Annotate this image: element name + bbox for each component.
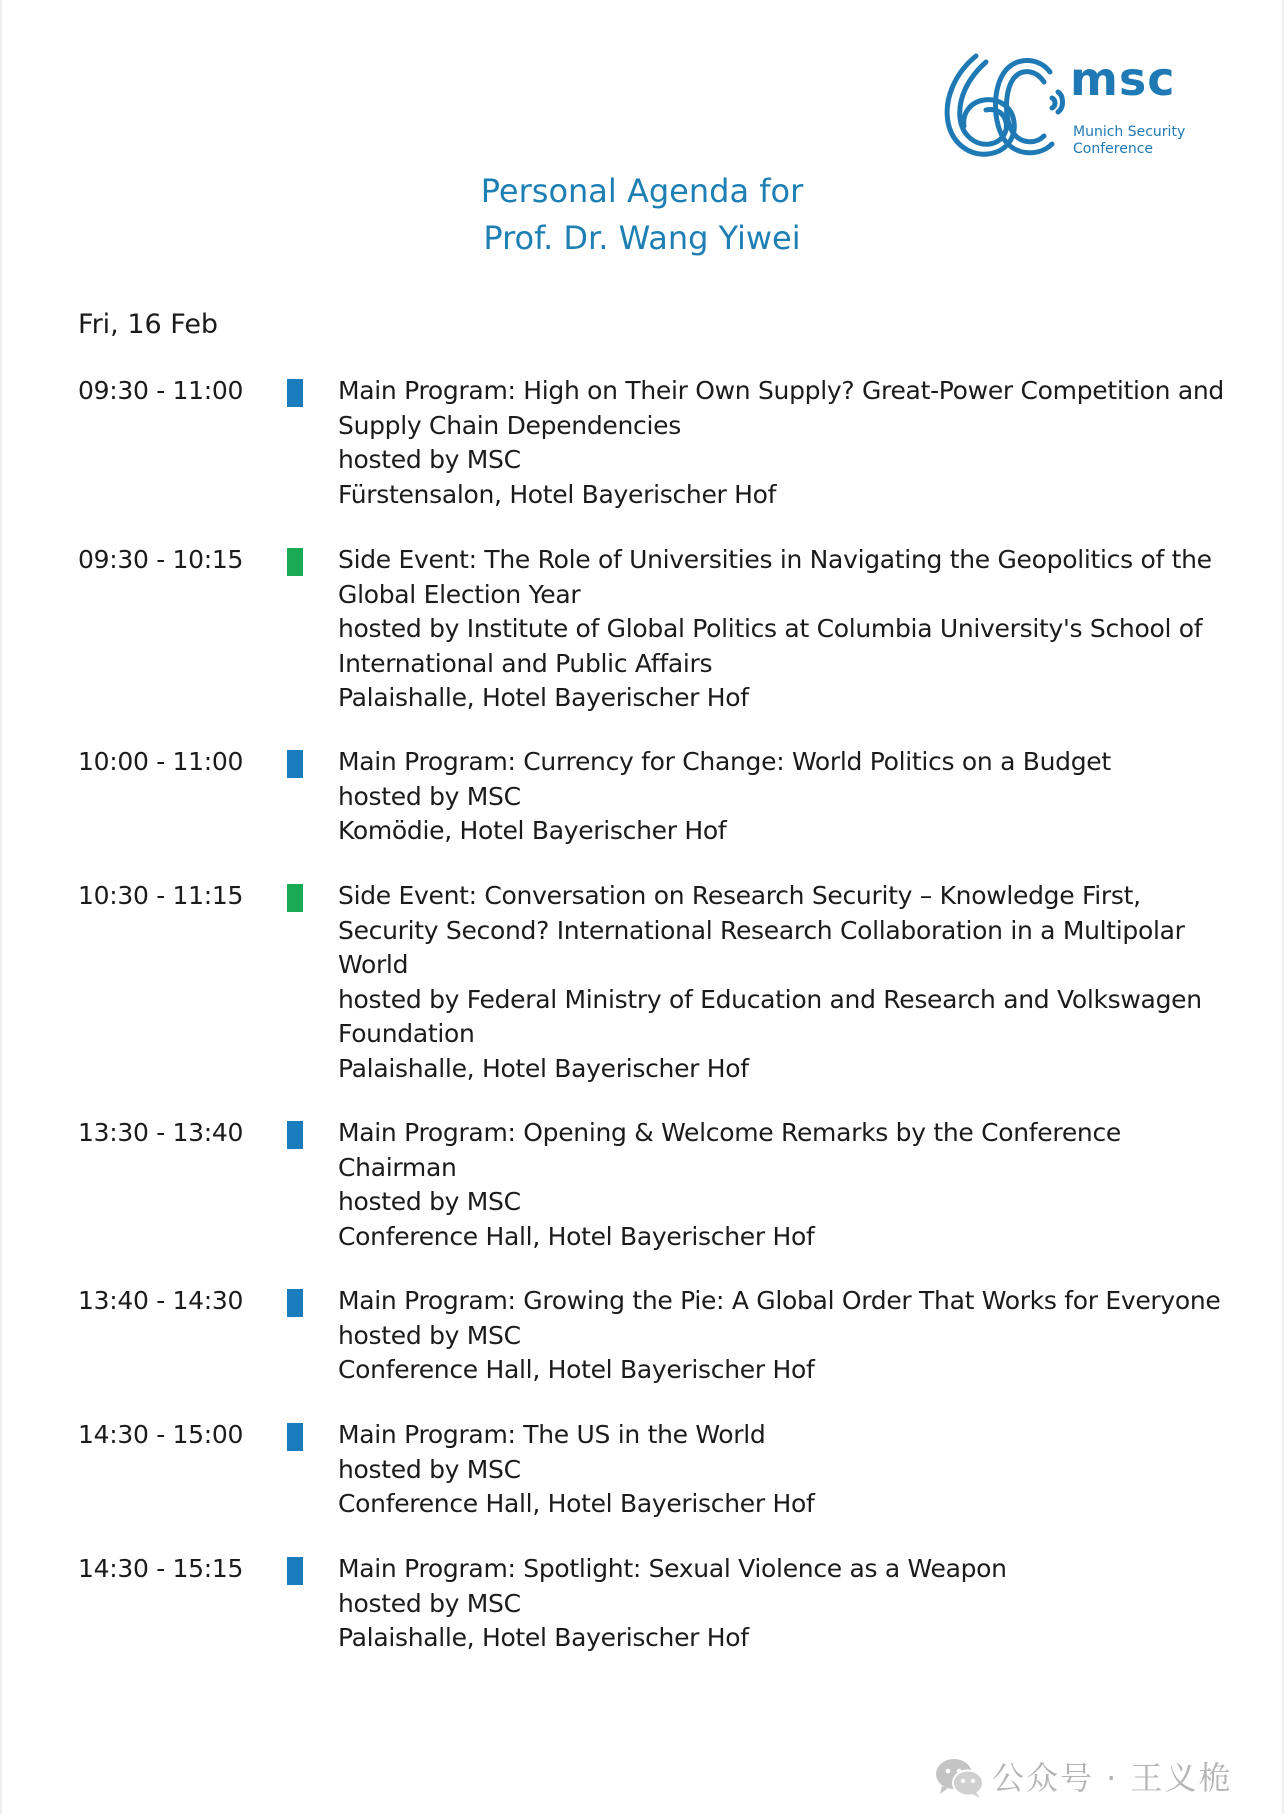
page-title — [300, 168, 984, 262]
event-host-line: hosted by Federal Ministry of Education and Research and Volkswagen — [338, 984, 1202, 1014]
event-host-line: hosted by MSC — [338, 781, 521, 811]
main-program-marker — [287, 750, 303, 778]
event-location: Komödie, Hotel Bayerischer Hof — [338, 816, 727, 845]
main-program-marker — [287, 1121, 303, 1149]
event-time: 10:30 - 11:15 — [78, 881, 244, 910]
event-time: 13:30 - 13:40 — [78, 1118, 244, 1147]
event-title-line: Side Event: Conversation on Research Security – Knowledge First, — [338, 881, 1141, 910]
event-title-line: Main Program: Opening & Welcome Remarks by the Conference — [338, 1118, 1121, 1147]
main-program-marker — [287, 1423, 303, 1451]
msc-60-emblem-icon — [940, 52, 1070, 164]
event-title-line: Chairman — [338, 1152, 457, 1182]
event-title-line: World — [338, 950, 409, 979]
side-event-marker — [287, 548, 303, 576]
event-time: 14:30 - 15:00 — [78, 1420, 244, 1449]
event-host-line: hosted by MSC — [338, 1187, 521, 1216]
event-time: 09:30 - 11:00 — [78, 376, 244, 405]
event-host-line: hosted by Institute of Global Politics at Columbia University's School of — [338, 614, 1203, 643]
side-event-marker — [287, 884, 303, 912]
event-location: Fürstensalon, Hotel Bayerischer Hof — [338, 479, 777, 509]
page-edge — [0, 0, 3, 1814]
event-title-line: Main Program: The US in the World — [338, 1420, 766, 1449]
event-details — [338, 1116, 1218, 1254]
day-heading: Fri, 16 Feb — [78, 309, 219, 340]
event-host-line: hosted by MSC — [338, 445, 521, 474]
event-location: Palaishalle, Hotel Bayerischer Hof — [338, 1623, 749, 1652]
event-title-line: Main Program: Currency for Change: World Politics on a Budget — [338, 747, 1111, 776]
event-host-line: International and Public Affairs — [338, 648, 713, 678]
main-program-marker — [287, 1557, 303, 1585]
event-title-line: Security Second? International Research Collaboration in a Multipolar — [338, 915, 1185, 945]
event-title-line: Main Program: High on Their Own Supply? Great-Power Competition and — [338, 376, 1224, 405]
event-title-line: Main Program: Spotlight: Sexual Violence as a Weapon — [338, 1554, 1007, 1583]
event-details — [338, 879, 1218, 1086]
page-title-line: Personal Agenda for — [480, 172, 804, 210]
event-title-line: Main Program: Growing the Pie: A Global Order That Works for Everyone — [338, 1286, 1221, 1315]
event-location: Palaishalle, Hotel Bayerischer Hof — [338, 1053, 749, 1083]
page-title-line: Prof. Dr. Wang Yiwei — [483, 219, 801, 257]
event-details — [338, 1418, 1218, 1522]
event-location: Conference Hall, Hotel Bayerischer Hof — [338, 1355, 815, 1384]
watermark — [934, 1756, 1254, 1800]
event-location: Conference Hall, Hotel Bayerischer Hof — [338, 1221, 815, 1251]
event-details — [338, 745, 1218, 849]
logo-subtitle-line: Munich Security — [1073, 124, 1186, 140]
event-location: Palaishalle, Hotel Bayerischer Hof — [338, 683, 749, 712]
event-title-line: Side Event: The Role of Universities in Navigating the Geopolitics of the — [338, 545, 1212, 574]
event-time: 13:40 - 14:30 — [78, 1286, 244, 1315]
event-details — [338, 374, 1224, 512]
event-title-line: Supply Chain Dependencies — [338, 410, 681, 440]
wechat-icon — [934, 1756, 986, 1800]
main-program-marker — [287, 379, 303, 407]
event-host-line: Foundation — [338, 1019, 475, 1048]
logo-subtitle — [1073, 124, 1213, 158]
main-program-marker — [287, 1289, 303, 1317]
event-host-line: hosted by MSC — [338, 1320, 521, 1350]
watermark-text: 公众号 · 王义桅 — [992, 1759, 1233, 1797]
logo-wordmark: msc — [1070, 52, 1176, 106]
event-host-line: hosted by MSC — [338, 1454, 521, 1484]
event-details — [338, 1552, 1218, 1656]
event-host-line: hosted by MSC — [338, 1588, 521, 1618]
event-time: 14:30 - 15:15 — [78, 1554, 244, 1583]
event-time: 10:00 - 11:00 — [78, 747, 244, 776]
event-location: Conference Hall, Hotel Bayerischer Hof — [338, 1489, 815, 1518]
msc-logo — [940, 52, 1200, 164]
event-details — [338, 1284, 1221, 1388]
event-time: 09:30 - 10:15 — [78, 545, 244, 574]
logo-subtitle-line: Conference — [1073, 141, 1154, 157]
event-title-line: Global Election Year — [338, 579, 581, 609]
event-details — [338, 543, 1218, 716]
